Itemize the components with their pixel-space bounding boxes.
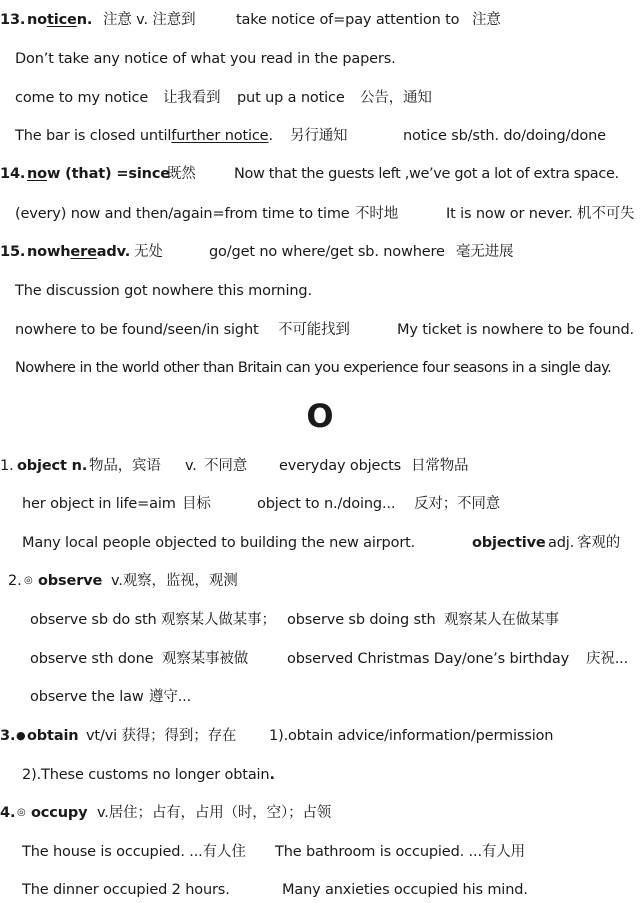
example-text: Many local people objected to building the new airport. [22, 535, 416, 551]
headword-part: nowh [27, 244, 71, 260]
sense-example: 2).These customs no longer obtain [22, 767, 270, 783]
example-gloss: 另行通知 [290, 128, 348, 144]
example-text: Now that the guests left ,we’ve got a lot of extra space. [234, 166, 619, 182]
headword-part: w (that) =since [47, 166, 170, 182]
example-text: put up a notice [237, 90, 345, 106]
entry-number: 1. [0, 458, 14, 474]
phrase-gloss: 毫无进展 [456, 244, 514, 260]
gloss: 不同意 [204, 458, 248, 474]
example-underlined: further notice [171, 128, 269, 144]
entry-o3-sense-2 [22, 765, 275, 785]
headword: object n. [17, 458, 88, 474]
headword-part: no [27, 12, 47, 28]
example-text [15, 126, 273, 146]
entry-number: 2. [8, 573, 22, 589]
phrase-gloss: 日常物品 [411, 458, 469, 474]
example-text: notice sb/sth. do/doing/done [403, 128, 606, 144]
example-text: It is now or never. [446, 206, 573, 222]
example-gloss: 反对；不同意 [414, 496, 501, 512]
pos: v. [185, 458, 197, 474]
example-gloss: 庆祝... [586, 651, 629, 667]
example-text: observe sb doing sth [287, 612, 436, 628]
related-word: objective [472, 535, 546, 551]
example-gloss: 让我看到 [163, 90, 221, 106]
example-text: My ticket is nowhere to be found. [397, 322, 634, 338]
example-text: Many anxieties occupied his mind. [282, 882, 528, 898]
gloss: 客观的 [577, 535, 621, 551]
importance-mark-icon: ◎ [24, 575, 33, 586]
example-gloss: 遵守... [149, 689, 192, 705]
headword: obtain [27, 728, 79, 744]
section-heading: O [306, 397, 334, 435]
headword [27, 242, 130, 262]
example-text-part: . [268, 128, 273, 144]
example-gloss: 不时地 [355, 206, 399, 222]
example-text: observe the law [30, 689, 144, 705]
example-gloss: 机不可失 [577, 206, 635, 222]
gloss: v.观察，监视，观测 [111, 573, 238, 589]
example-text: The bathroom is occupied. ...有人用 [275, 844, 525, 860]
gloss: 既然 [167, 166, 196, 182]
entry-15-example-1: The discussion got nowhere this morning. [15, 283, 312, 299]
gloss: 无处 [134, 244, 163, 260]
phrase: go/get no where/get sb. nowhere [209, 244, 445, 260]
gloss: vt/vi 获得；得到；存在 [86, 728, 237, 744]
headword-pos: adv. [96, 244, 131, 260]
example-text: The house is occupied. ...有人住 [22, 844, 246, 860]
example-text: (every) now and then/again=from time to time [15, 206, 350, 222]
importance-mark-icon: ◎ [17, 807, 26, 818]
entry-number: 4. [0, 805, 16, 821]
example-text: observe sb do sth 观察某人做某事； [30, 612, 276, 628]
example-text: observed Christmas Day/one’s birthday [287, 651, 570, 667]
headword: occupy [31, 805, 88, 821]
entry-number: 3. [0, 728, 16, 744]
example-gloss: 目标 [182, 496, 211, 512]
headword-underlined: tice [47, 12, 77, 28]
sense-example: 1).obtain advice/information/permission [269, 728, 554, 744]
gloss: 物品，宾语 [89, 458, 161, 474]
gloss: v.居住；占有，占用（时，空）；占领 [97, 805, 332, 821]
key-word-bullet-icon: ● [16, 729, 26, 742]
entry-number: 15. [0, 244, 26, 260]
example-gloss: 公告，通知 [360, 90, 432, 106]
example-text: nowhere to be found/seen/in sight [15, 322, 259, 338]
phrase: everyday objects [279, 458, 402, 474]
headword-underlined: ere [70, 244, 97, 260]
example-text: object to n./doing... [257, 496, 396, 512]
entry-number: 13. [0, 12, 26, 28]
example-gloss: 不可能找到 [278, 322, 350, 338]
example-gloss: 观察某人在做某事 [444, 612, 559, 628]
entry-number: 14. [0, 166, 26, 182]
pos: adj. [548, 535, 575, 551]
headword-underlined: no [27, 166, 47, 182]
example-gloss: 观察某事被做 [162, 651, 249, 667]
headword [27, 10, 92, 30]
entry-13-example-1: Don’t take any notice of what you read in the papers. [15, 51, 396, 67]
example-text: come to my notice [15, 90, 149, 106]
headword-pos: n. [76, 12, 93, 28]
sense-example-end: . [269, 767, 275, 783]
phrase: take notice of=pay attention to [236, 12, 460, 28]
headword [27, 164, 170, 184]
example-text: observe sth done [30, 651, 154, 667]
phrase-gloss: 注意 [472, 12, 501, 28]
headword: observe [38, 573, 103, 589]
example-text-part: The bar is closed until [15, 128, 172, 144]
example-text: The dinner occupied 2 hours. [22, 882, 230, 898]
entry-15-example-3: Nowhere in the world other than Britain can you experience four seasons in a single day. [15, 360, 612, 376]
example-text: her object in life=aim [22, 496, 176, 512]
gloss: 注意 v. 注意到 [103, 12, 196, 28]
